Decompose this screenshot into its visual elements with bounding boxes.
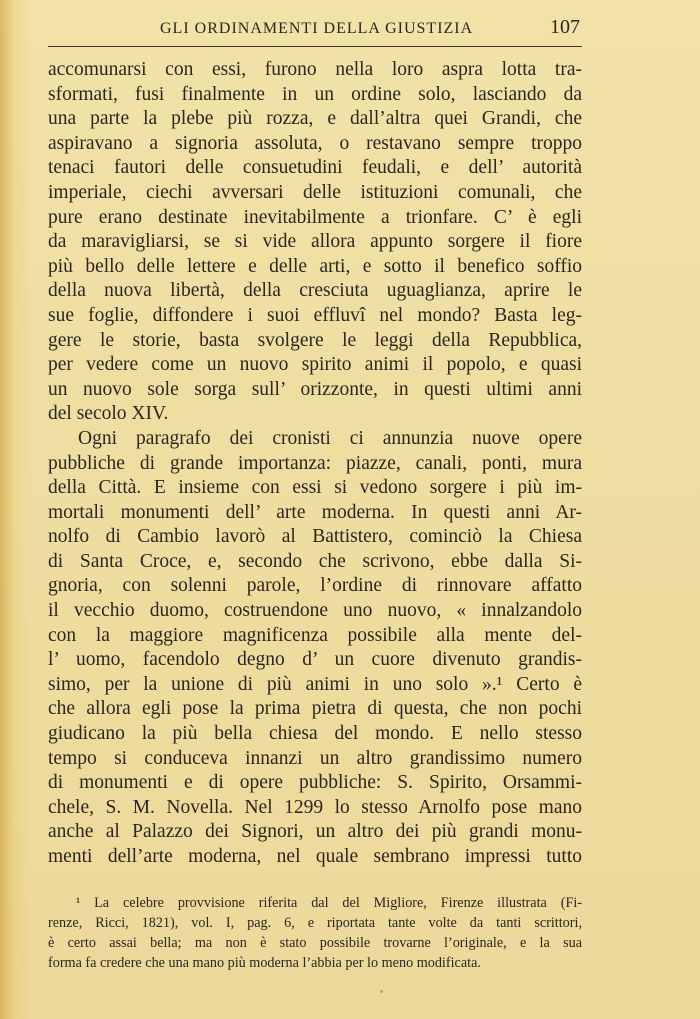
text-line: del secolo XIV. xyxy=(48,403,169,425)
text-line: della nuova libertà, della cresciuta uguaglianza, aprire le xyxy=(48,280,582,302)
text-line: l’ uomo, facendolo degno d’ un cuore divenuto grandis- xyxy=(48,649,582,671)
text-line: tenaci fautori delle consuetudini feudali, e dell’ autorità xyxy=(48,157,582,179)
footnote-line: forma fa credere che una mano più moderna l’abbia per lo meno modificata. xyxy=(48,955,481,971)
text-line: imperiale, ciechi avversari delle istituzioni comunali, che xyxy=(48,181,582,203)
text-line: un nuovo sole sorga sull’ orizzonte, in questi ultimi anni xyxy=(48,378,582,400)
text-line: il vecchio duomo, costruendone uno nuovo, « innalzandolo xyxy=(48,600,582,622)
text-line: accomunarsi con essi, furono nella loro aspra lotta tra- xyxy=(48,59,582,80)
text-line: da maravigliarsi, se si vide allora appunto sorgere il fiore xyxy=(48,231,582,253)
text-line: pure erano destinate inevitabilmente a trionfare. C’ è egli xyxy=(48,206,582,228)
text-line: gere le storie, basta svolgere le leggi della Repubblica, xyxy=(48,329,582,351)
page-number: 107 xyxy=(550,16,580,38)
footnotes xyxy=(48,893,582,973)
page-header xyxy=(48,14,582,44)
text-line: chele, S. M. Novella. Nel 1299 lo stesso Arnolfo pose mano xyxy=(48,796,582,818)
text-line: gnoria, con solenni parole, l’ordine di rinnovare affatto xyxy=(48,575,582,597)
text-line: per vedere come un nuovo spirito animi il popolo, e quasi xyxy=(48,354,582,376)
text-line: Ogni paragrafo dei cronisti ci annunzia nuove opere xyxy=(78,427,582,449)
text-line: che allora egli pose la prima pietra di questa, che non pochi xyxy=(48,698,582,720)
text-line: nolfo di Cambio lavorò al Battistero, cominciò la Chiesa xyxy=(48,526,582,548)
text-line: tempo si conduceva innanzi un altro grandissimo numero xyxy=(48,747,582,769)
text-line: mortali monumenti dell’ arte moderna. In questi anni Ar- xyxy=(48,501,582,523)
text-line: della Città. E insieme con essi si vedono sorgere i più im- xyxy=(48,477,582,499)
paper-speck xyxy=(380,990,383,993)
text-line: di monumenti e di opere pubbliche: S. Spirito, Orsammi- xyxy=(48,772,582,794)
text-line: giudicano la più bella chiesa del mondo. E nello stesso xyxy=(48,723,582,745)
text-line: anche al Palazzo dei Signori, un altro dei più grandi monu- xyxy=(48,821,582,843)
header-rule xyxy=(48,46,582,47)
text-line: aspiravano a signoria assoluta, o restavano sempre troppo xyxy=(48,132,582,154)
footnote-line: ¹ La celebre provvisione riferita dal del Migliore, Firenze illustrata (Fi- xyxy=(76,895,582,911)
text-line: di Santa Croce, e, secondo che scrivono, ebbe dalla Si- xyxy=(48,550,582,572)
text-line: più bello delle lettere e delle arti, e sotto il benefico soffio xyxy=(48,255,582,277)
footnote-line: è certo assai bella; ma non è stato possibile trovarne l’originale, e la sua xyxy=(48,935,582,951)
text-line: con la maggiore magnificenza possibile alla mente del- xyxy=(48,624,582,646)
text-line: pubbliche di grande importanza: piazze, canali, ponti, mura xyxy=(48,452,582,474)
text-line: una parte la plebe più rozza, e dall’altra quei Grandi, che xyxy=(48,108,582,130)
body-text xyxy=(48,58,582,870)
text-line: simo, per la unione di più animi in uno solo ».¹ Certo è xyxy=(48,673,582,695)
text-line: sformati, fusi finalmente in un ordine solo, lasciando da xyxy=(48,83,582,105)
footnote-line: renze, Ricci, 1821), vol. I, pag. 6, e riportata tante volte da tanti scrittori, xyxy=(48,915,582,931)
text-line: sue foglie, diffondere i suoi effluvî nel mondo? Basta leg- xyxy=(48,304,582,326)
text-line: menti dell’arte moderna, nel quale sembrano impressi tutto xyxy=(48,846,582,867)
running-title: GLI ORDINAMENTI DELLA GIUSTIZIA xyxy=(160,20,474,37)
